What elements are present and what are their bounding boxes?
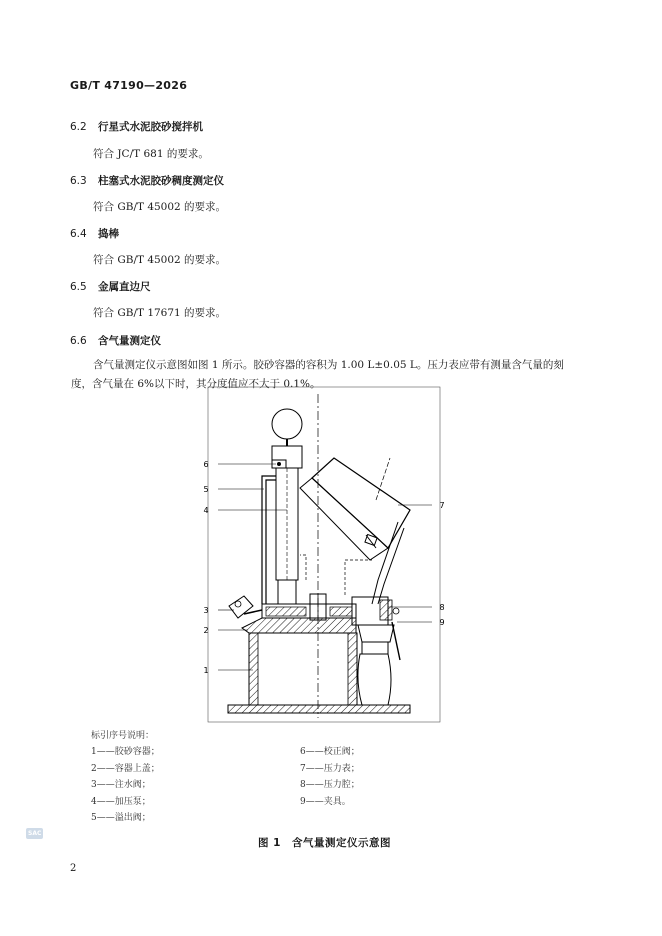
base-plate: [228, 705, 410, 713]
standard-header: GB/T 47190—2026: [70, 79, 188, 92]
figure-frame: [208, 387, 440, 722]
water-injection-valve: [229, 596, 262, 618]
callout-3: 3: [203, 606, 209, 615]
figure-caption: 图 1 含气量测定仪示意图: [258, 837, 391, 849]
section-number: 6.6: [70, 335, 87, 347]
legend-title: 标引序号说明：: [91, 731, 155, 741]
overflow-valve: [262, 476, 276, 604]
section-number: 6.3: [70, 175, 87, 187]
section-number: 6.4: [70, 228, 87, 240]
callout-1: 1: [203, 666, 209, 675]
legend-item: 9——夹具。: [300, 797, 351, 807]
section-number: 6.5: [70, 281, 87, 293]
section-body-6-3: 符合 GB/T 45002 的要求。: [93, 201, 227, 213]
section-title: 柱塞式水泥胶砂稠度测定仪: [98, 175, 224, 187]
legend-item: 6——校正阀；: [300, 747, 360, 757]
legend-item: 2——容器上盖；: [91, 764, 160, 774]
section-title: 含气量测定仪: [98, 335, 161, 347]
pressure-chamber: [352, 597, 392, 625]
sac-watermark-logo: SAC: [28, 830, 42, 837]
clamp: [358, 608, 400, 705]
container-lid: [242, 594, 356, 633]
pressure-pump: [272, 409, 302, 604]
callout-9: 9: [439, 618, 445, 627]
callout-7: 7: [439, 501, 445, 510]
section-body-6-2: 符合 JC/T 681 的要求。: [93, 148, 209, 160]
page-number: 2: [70, 863, 77, 874]
pipe-dashed: [345, 560, 372, 595]
mortar-container: [249, 633, 357, 705]
figure-intro-paragraph: 含气量测定仪示意图如图 1 所示。胶砂容器的容积为 1.00 L±0.05 L。压力表应带有测量含气量的刻度，含气量在 6%以下时，其分度值应不大于 0.1%。: [71, 359, 564, 390]
legend-item: 8——压力腔；: [300, 780, 360, 790]
callout-8: 8: [439, 603, 445, 612]
callout-5: 5: [203, 485, 209, 494]
section-body-6-5: 符合 GB/T 17671 的要求。: [93, 307, 227, 319]
legend-item: 1——胶砂容器；: [91, 747, 160, 757]
legend-item: 3——注水阀；: [91, 780, 151, 790]
callout-2: 2: [203, 626, 209, 635]
section-title: 捣棒: [98, 228, 119, 240]
section-number: 6.2: [70, 121, 87, 133]
legend-item: 5——溢出阀；: [91, 813, 151, 823]
pressure-gauge: [300, 458, 410, 604]
callout-6: 6: [203, 460, 209, 469]
legend-item: 4——加压泵；: [91, 797, 151, 807]
section-title: 金属直边尺: [98, 281, 151, 293]
legend-item: 7——压力表；: [300, 764, 360, 774]
section-title: 行星式水泥胶砂搅拌机: [98, 121, 203, 133]
section-body-6-4: 符合 GB/T 45002 的要求。: [93, 254, 227, 266]
callout-4: 4: [203, 506, 209, 515]
pipe-dashed: [300, 555, 306, 580]
